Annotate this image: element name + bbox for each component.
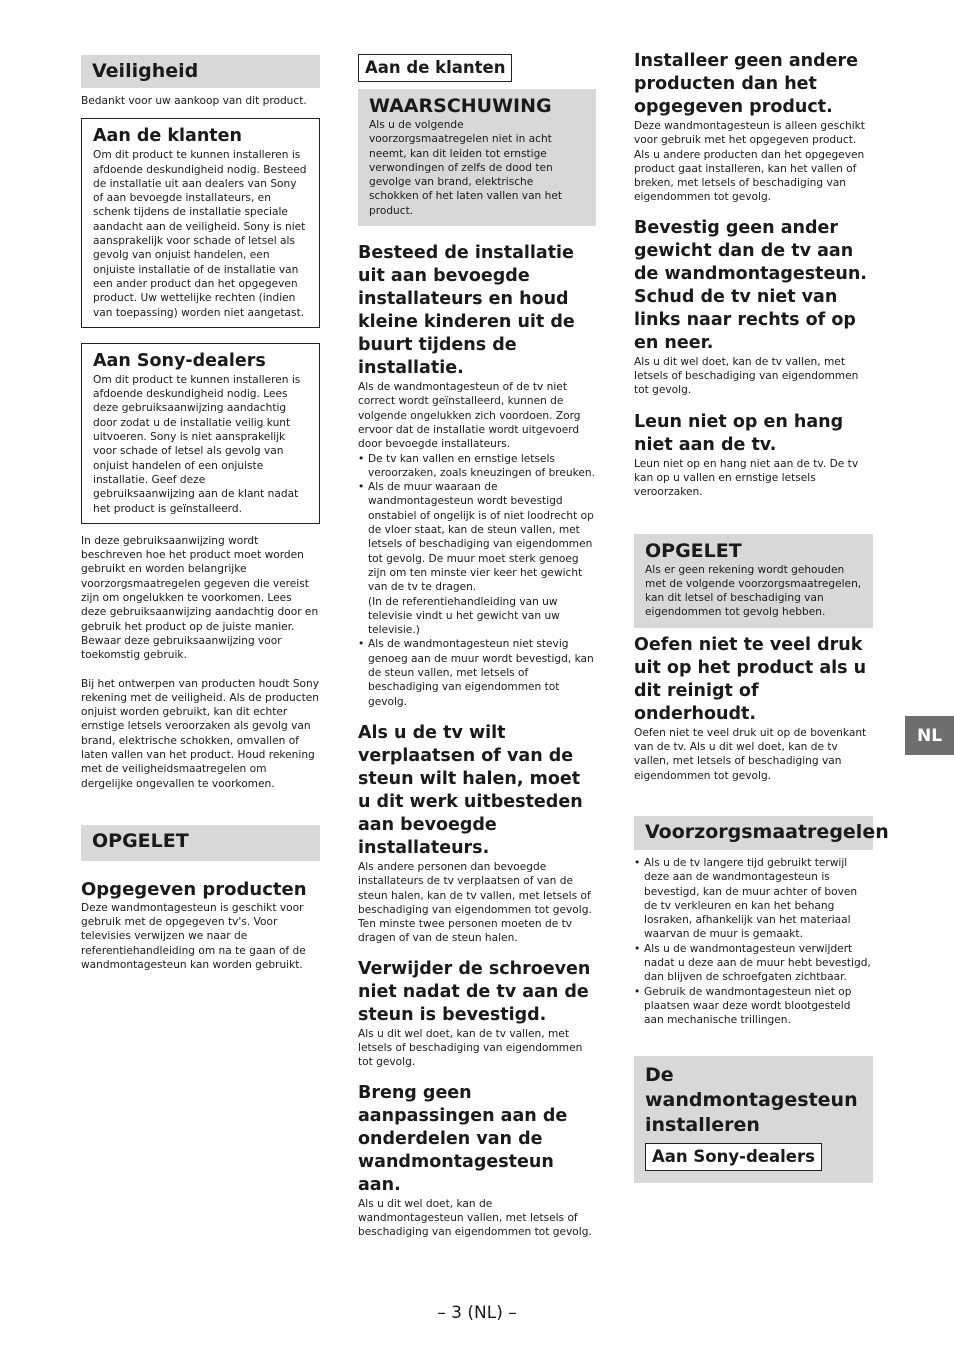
c3-s3-title: Leun niet op en hang niet aan de tv. (634, 411, 844, 455)
veiligheid-section (81, 55, 320, 88)
page-number: – 3 (NL) – (437, 1303, 517, 1323)
install-box (634, 1056, 873, 1183)
veiligheid-title: Veiligheid (92, 60, 199, 82)
install-title: De wandmontagesteun installeren (645, 1063, 858, 1136)
c3-s2-title: Bevestig geen ander gewicht dan de tv aan de wandmontagesteun. Schud de tv niet van links naar rechts of op en neer. (634, 217, 867, 353)
s1-bullet-1: • De tv kan vallen en ernstige letsels veroorzaken, zoals kneuzingen of breuken. (358, 452, 596, 481)
voorzorg-bullet-3: • Gebruik de wandmontagesteun niet op plaatsen waar deze wordt blootgesteld aan mechanische trillingen. (634, 985, 873, 1028)
opgegeven-title: Opgegeven producten (81, 878, 307, 900)
c3-s3-text: Leun niet op en hang niet aan de tv. De tv kan op u vallen en ernstige letsels veroorzaken. (634, 457, 859, 499)
opgelet-title: OPGELET (92, 829, 189, 852)
klanten-box (81, 118, 320, 328)
klanten-tag: Aan de klanten (358, 54, 512, 82)
c3-s4-text: Oefen niet te veel druk uit op de bovenkant van de tv. Als u dit wel doet, kan de tv vallen, met letsels of beschadiging van eigendommen tot gevolg. (634, 726, 867, 782)
dealers-title: Aan Sony-dealers (93, 350, 266, 371)
c3-s1-title: Installeer geen andere producten dan het opgegeven product. (634, 51, 858, 117)
s1-text: Als de wandmontagesteun of de tv niet correct wordt geïnstalleerd, kunnen de volgende ongelukken zich voordoen. Zorg ervoor dat de installatie wordt uitgevoerd door bevoegde installateurs. (358, 381, 581, 451)
s2-title: Als u de tv wilt verplaatsen of van de steun wilt halen, moet u dit werk uitbesteden aan bevoegde installateurs. (358, 722, 583, 858)
dealers-box (81, 343, 320, 524)
c3-opgelet-box (634, 534, 873, 628)
column-2 (358, 52, 596, 1239)
waarschuwing-box (358, 89, 596, 226)
s2-text: Als andere personen dan bevoegde installateurs de tv verplaatsen of van de steun halen, kan de tv vallen, met letsels of beschadiging van eigendommen tot gevolg. Ten minste twee personen moeten de tv dragen of van de steun halen. (358, 860, 592, 945)
klanten-title: Aan de klanten (93, 126, 242, 147)
c3-s2-text: Als u dit wel doet, kan de tv vallen, met letsels of beschadiging van eigendommen tot gevolg. (634, 355, 859, 397)
klanten-text: Om dit product te kunnen installeren is afdoende deskundigheid nodig. Besteed de installatie uit aan dealers van Sony of aan bevoegde installateurs, en schenk tijdens de installatie speciale aandacht aan de veiligheid. Sony is niet aansprakelijk voor schade of letsel als gevolg van onjuist handelen, een onjuiste installatie of de installatie van een ander product dan het opgegeven product. Uw wettelijke rechten (indien van toepassing) worden niet aangetast. (93, 149, 307, 319)
column-3 (634, 51, 889, 1183)
s3-text: Als u dit wel doet, kan de tv vallen, met letsels of beschadiging van eigendommen tot gevolg. (358, 1027, 583, 1069)
s1-bullet-3: • Als de wandmontagesteun niet stevig genoeg aan de muur wordt bevestigd, kan de steun vallen, met letsels of beschadiging van eigendommen tot gevolg. (358, 637, 596, 708)
column-1 (81, 52, 320, 972)
s1-bullet-2: • Als de muur waaraan de wandmontagesteun wordt bevestigd onstabiel of ongelijk is of niet loodrecht op de vloer staat, kan de steun vallen, met letsels of beschadiging van eigendommen tot gevolg. De muur moet sterk genoeg zijn om ten minste vier keer het gewicht van de tv te dragen. (In de referentiehandleiding van uw televisie vindt u het gewicht van uw televisie.) (358, 480, 596, 637)
c3-opgelet-text: Als er geen rekening wordt gehouden met de volgende voorzorgsmaatregelen, kan dit letsel of beschadiging van eigendommen tot gevolg hebben. (645, 563, 862, 619)
c3-opgelet-title: OPGELET (645, 539, 742, 562)
veiligheid-intro: Bedankt voor uw aankoop van dit product. (81, 95, 307, 107)
intro-paragraph-1: In deze gebruiksaanwijzing wordt beschreven hoe het product moet worden gebruikt en worden belangrijke voorzorgsmaatregelen gegeven die vereist zijn om ongelukken te voorkomen. Lees deze gebruiksaanwijzing aandachtig door en gebruik het product op de juiste manier. Bewaar deze gebruiksaanwijzing voor toekomstig gebruik. (81, 534, 319, 662)
language-tab-nl: NL (905, 716, 954, 755)
voorzorg-bullets (634, 856, 873, 1028)
opgegeven-text: Deze wandmontagesteun is geschikt voor gebruik met de opgegeven tv's. Voor televisies verwijzen we naar de referentiehandleiding om na te gaan of de wandmontagesteun kan worden gebruikt. (81, 901, 306, 972)
s4-text: Als u dit wel doet, kan de wandmontagesteun vallen, met letsels of beschadiging van eigendommen tot gevolg. (358, 1197, 592, 1239)
install-tag: Aan Sony-dealers (645, 1143, 822, 1171)
s4-title: Breng geen aanpassingen aan de onderdelen van de wandmontagesteun aan. (358, 1082, 568, 1195)
voorzorg-title: Voorzorgsmaatregelen (645, 820, 889, 843)
voorzorg-bullet-1: • Als u de tv langere tijd gebruikt terwijl deze aan de wandmontagesteun is bevestigd, kan de muur achter of boven de tv verkleuren en kan het behang losraken, afhankelijk van het materiaal waarvan de muur is gemaakt. (634, 856, 873, 942)
voorzorg-banner (634, 816, 889, 850)
c3-s4-title: Oefen niet te veel druk uit op het product als u dit reinigt of onderhoudt. (634, 634, 867, 724)
intro-paragraph-2: Bij het ontwerpen van producten houdt Sony rekening met de veiligheid. Als de producten onjuist worden gebruikt, kan dit echter ernstige letsels veroorzaken als gevolg van brand, elektrische schokken, omvallen of laten vallen van het product. Houd rekening met de veiligheidsmaatregelen om dergelijke ongevallen te voorkomen. (81, 677, 320, 790)
opgelet-banner (81, 825, 320, 861)
waarschuwing-title: WAARSCHUWING (369, 95, 552, 117)
voorzorg-bullet-2: • Als u de wandmontagesteun verwijdert nadat u deze aan de muur hebt bevestigd, dan blijven de schroefgaten zichtbaar. (634, 942, 873, 985)
c3-s1-text: Deze wandmontagesteun is alleen geschikt voor gebruik met het opgegeven product. Als u andere producten dan het opgegeven product gaat installeren, kan het vallen of breken, met letsels of beschadiging van eigendommen tot gevolg. (634, 120, 865, 204)
s1-bullets (358, 452, 596, 709)
s1-title: Besteed de installatie uit aan bevoegde installateurs en houd kleine kinderen uit de buurt tijdens de installatie. (358, 243, 575, 379)
waarschuwing-text: Als u de volgende voorzorgsmaatregelen niet in acht neemt, kan dit leiden tot ernstige verwondingen of zelfs de dood ten gevolge van brand, elektrische schokken of het laten vallen van het product. (369, 119, 563, 217)
s3-title: Verwijder de schroeven niet nadat de tv aan de steun is bevestigd. (358, 958, 591, 1025)
dealers-text: Om dit product te kunnen installeren is afdoende deskundigheid nodig. Lees deze gebruiksaanwijzing aandachtig door zodat u de installatie veilig kunt uitvoeren. Sony is niet aansprakelijk voor schade of letsel als gevolg van onjuist handelen of een onjuiste installatie. Geef deze gebruiksaanwijzing aan de klant nadat het product is geïnstalleerd. (93, 373, 301, 515)
